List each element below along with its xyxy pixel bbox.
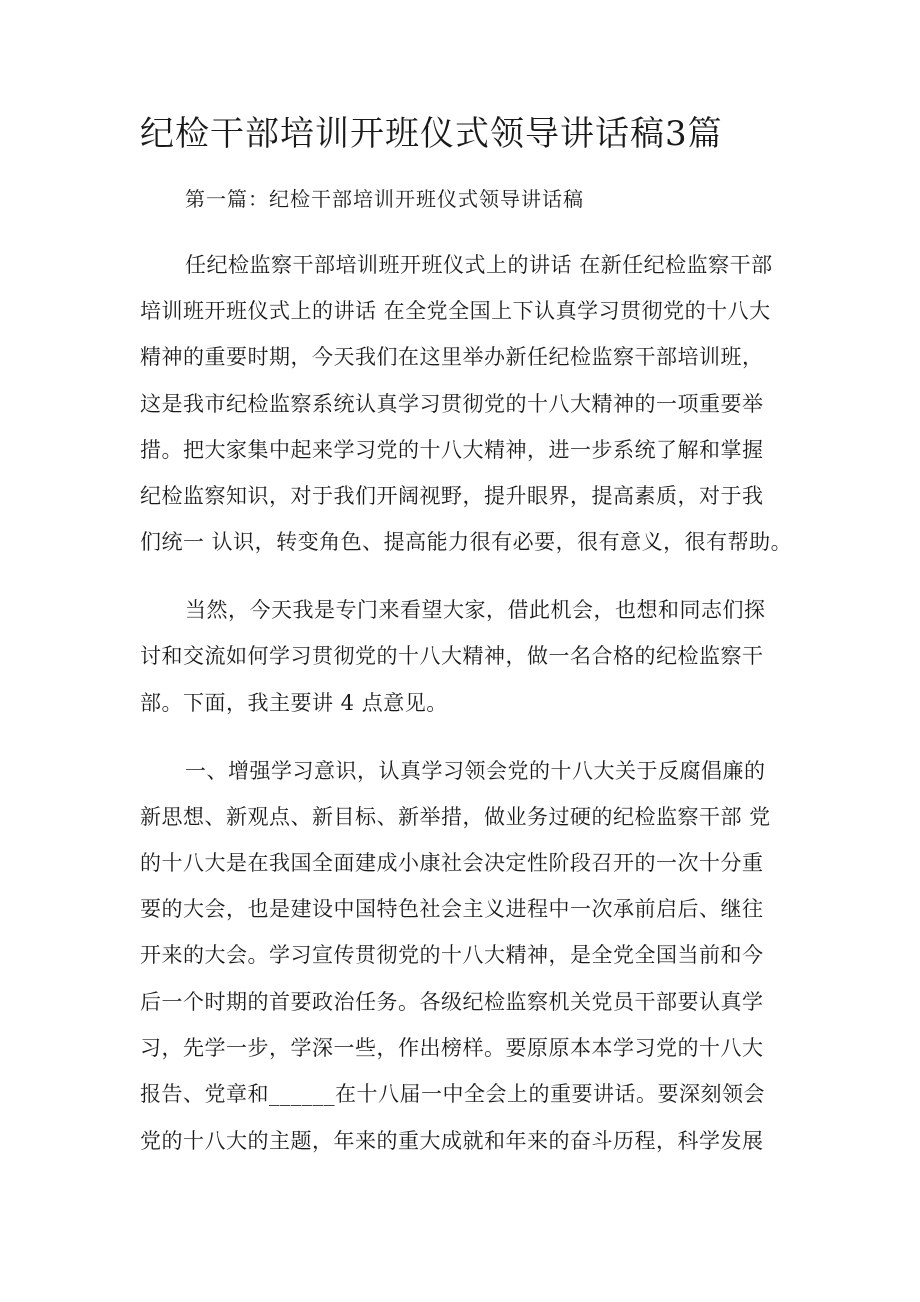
paragraph-line: 新思想、新观点、新目标、新举措，做业务过硬的纪检监察干部 党 bbox=[140, 805, 771, 829]
paragraph-line: 培训班开班仪式上的讲话 在全党全国上下认真学习贯彻党的十八大 bbox=[140, 299, 771, 323]
paragraph-line: 的十八大是在我国全面建成小康社会决定性阶段召开的一次十分重 bbox=[140, 851, 764, 875]
paragraph-line: 要的大会，也是建设中国特色社会主义进程中一次承前启后、继往 bbox=[140, 897, 764, 921]
paragraph-line: 讨和交流如何学习贯彻党的十八大精神，做一名合格的纪检监察干 bbox=[140, 644, 764, 668]
paragraph-line: 部。下面，我主要讲 4 点意见。 bbox=[140, 691, 448, 715]
paragraph-line: 一、增强学习意识，认真学习领会党的十八大关于反腐倡廉的 bbox=[185, 759, 766, 783]
paragraph-line: 党的十八大的主题，年来的重大成就和年来的奋斗历程，科学发展 bbox=[140, 1129, 764, 1153]
paragraph-line: 精神的重要时期，今天我们在这里举办新任纪检监察干部培训班， bbox=[140, 345, 764, 369]
paragraph-line: 措。把大家集中起来学习党的十八大精神，进一步系统了解和掌握 bbox=[140, 438, 764, 462]
paragraph-line: 这是我市纪检监察系统认真学习贯彻党的十八大精神的一项重要举 bbox=[140, 392, 764, 416]
paragraph-line: 开来的大会。学习宣传贯彻党的十八大精神，是全党全国当前和今 bbox=[140, 943, 764, 967]
paragraph-line: 们统一 认识，转变角色、提高能力很有必要，很有意义，很有帮助。 bbox=[140, 530, 793, 554]
paragraph-line: 纪检监察知识，对于我们开阔视野，提升眼界，提高素质，对于我 bbox=[140, 484, 764, 508]
paragraph-line: 后一个时期的首要政治任务。各级纪检监察机关党员干部要认真学 bbox=[140, 990, 764, 1014]
document-subtitle: 第一篇：纪检干部培训开班仪式领导讲话稿 bbox=[185, 187, 584, 211]
paragraph-line: 习，先学一步，学深一些，作出榜样。要原原本本学习党的十八大 bbox=[140, 1036, 764, 1060]
document-title: 纪检干部培训开班仪式领导讲话稿3篇 bbox=[140, 114, 723, 154]
paragraph-line: 报告、党章和______在十八届一中全会上的重要讲话。要深刻领会 bbox=[140, 1082, 765, 1106]
paragraph-line: 任纪检监察干部培训班开班仪式上的讲话 在新任纪检监察干部 bbox=[185, 253, 773, 277]
paragraph-line: 当然，今天我是专门来看望大家，借此机会，也想和同志们探 bbox=[185, 598, 766, 622]
